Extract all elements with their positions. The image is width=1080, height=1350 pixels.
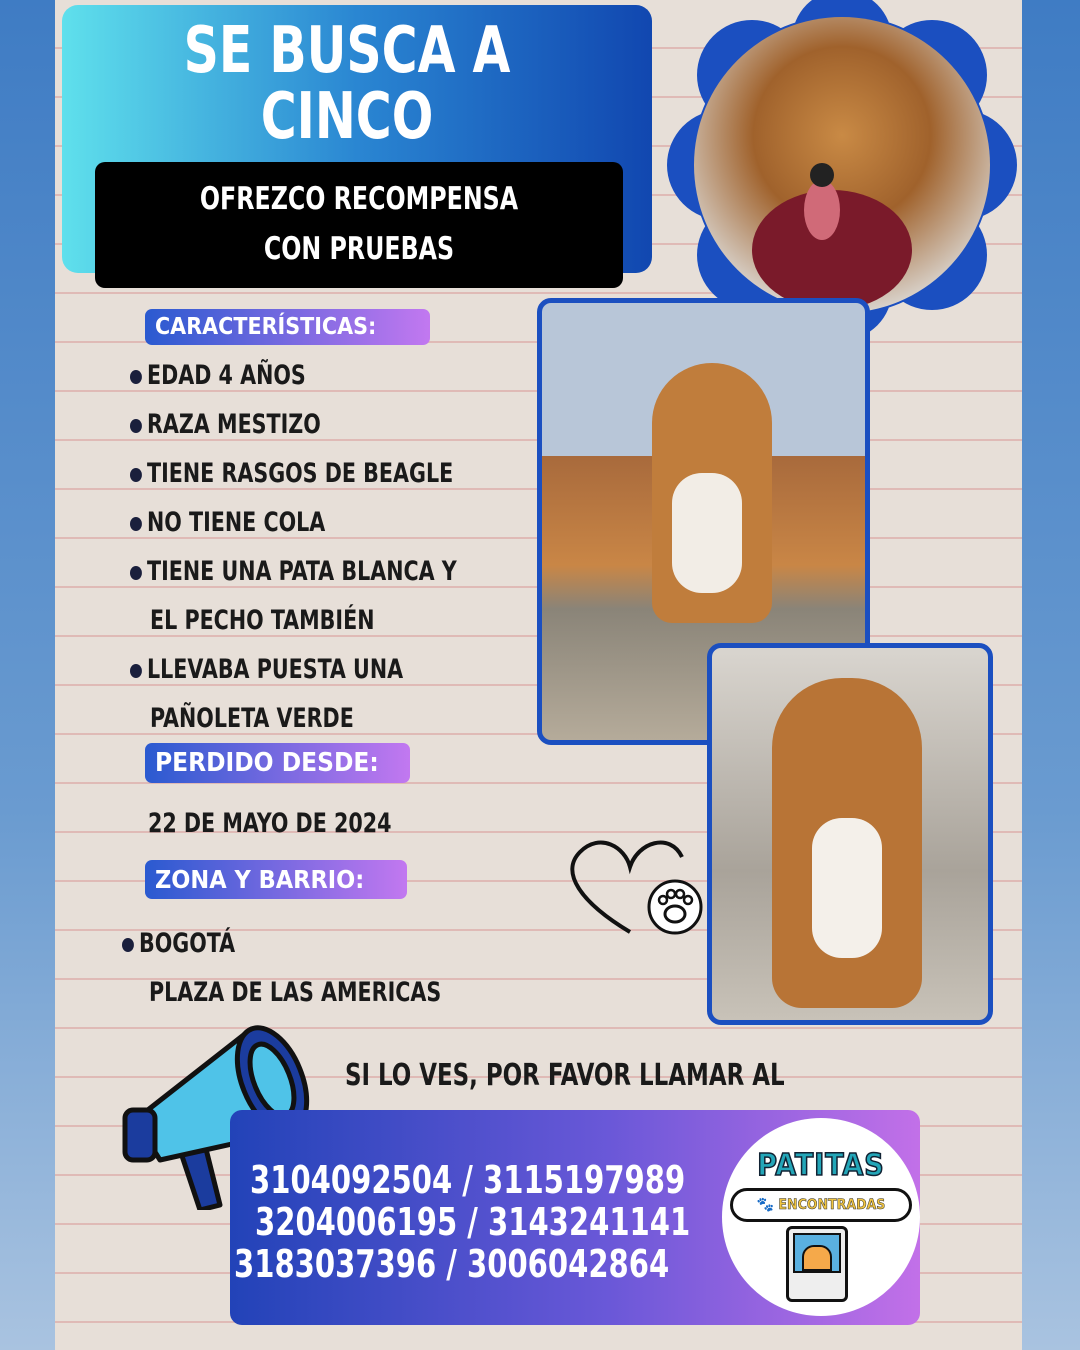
bullet-icon bbox=[130, 370, 142, 384]
lost-date: 22 DE MAYO DE 2024 bbox=[148, 808, 392, 839]
zone-barrio: PLAZA DE LAS AMERICAS bbox=[149, 977, 442, 1008]
bullet-icon bbox=[122, 938, 134, 952]
feature-item: NO TIENE COLA bbox=[130, 507, 325, 538]
feature-item-continued: EL PECHO TAMBIÉN bbox=[150, 605, 375, 636]
logo-title: PATITAS bbox=[757, 1148, 885, 1183]
zone-heading: ZONA Y BARRIO: bbox=[145, 860, 407, 899]
bullet-icon bbox=[130, 468, 142, 482]
bullet-icon bbox=[130, 566, 142, 580]
features-heading: CARACTERÍSTICAS: bbox=[145, 309, 430, 345]
paw-icon: 🐾 bbox=[756, 1197, 779, 1213]
feature-item: TIENE RASGOS DE BEAGLE bbox=[130, 458, 453, 489]
feature-item: LLEVABA PUESTA UNA bbox=[130, 654, 403, 685]
feature-item-continued: PAÑOLETA VERDE bbox=[150, 703, 354, 734]
lost-heading: PERDIDO DESDE: bbox=[145, 743, 410, 783]
cat-card-icon bbox=[786, 1226, 848, 1302]
bullet-icon bbox=[130, 664, 142, 678]
phone-line: 3104092504 / 3115197989 bbox=[250, 1158, 686, 1202]
call-label: SI LO VES, POR FAVOR LLAMAR AL bbox=[345, 1058, 785, 1093]
logo-subtitle: 🐾 ENCONTRADAS bbox=[730, 1188, 912, 1222]
feature-item: EDAD 4 AÑOS bbox=[130, 360, 306, 391]
patitas-logo bbox=[722, 1118, 920, 1316]
dog-photo-main bbox=[662, 0, 1022, 335]
reward-box: OFREZCO RECOMPENSA CON PRUEBAS bbox=[95, 162, 623, 288]
poster-title: SE BUSCA A CINCO bbox=[183, 14, 511, 154]
feature-item: RAZA MESTIZO bbox=[130, 409, 321, 440]
bullet-icon bbox=[130, 419, 142, 433]
bullet-icon bbox=[130, 517, 142, 531]
feature-item: TIENE UNA PATA BLANCA Y bbox=[130, 556, 457, 587]
dog-photo-front bbox=[707, 643, 993, 1025]
heart-paw-icon bbox=[560, 832, 710, 942]
phone-line: 3204006195 / 3143241141 bbox=[255, 1200, 691, 1244]
zone-city: BOGOTÁ bbox=[122, 928, 235, 959]
flower-frame-icon bbox=[662, 0, 1022, 335]
phone-line: 3183037396 / 3006042864 bbox=[234, 1242, 670, 1286]
